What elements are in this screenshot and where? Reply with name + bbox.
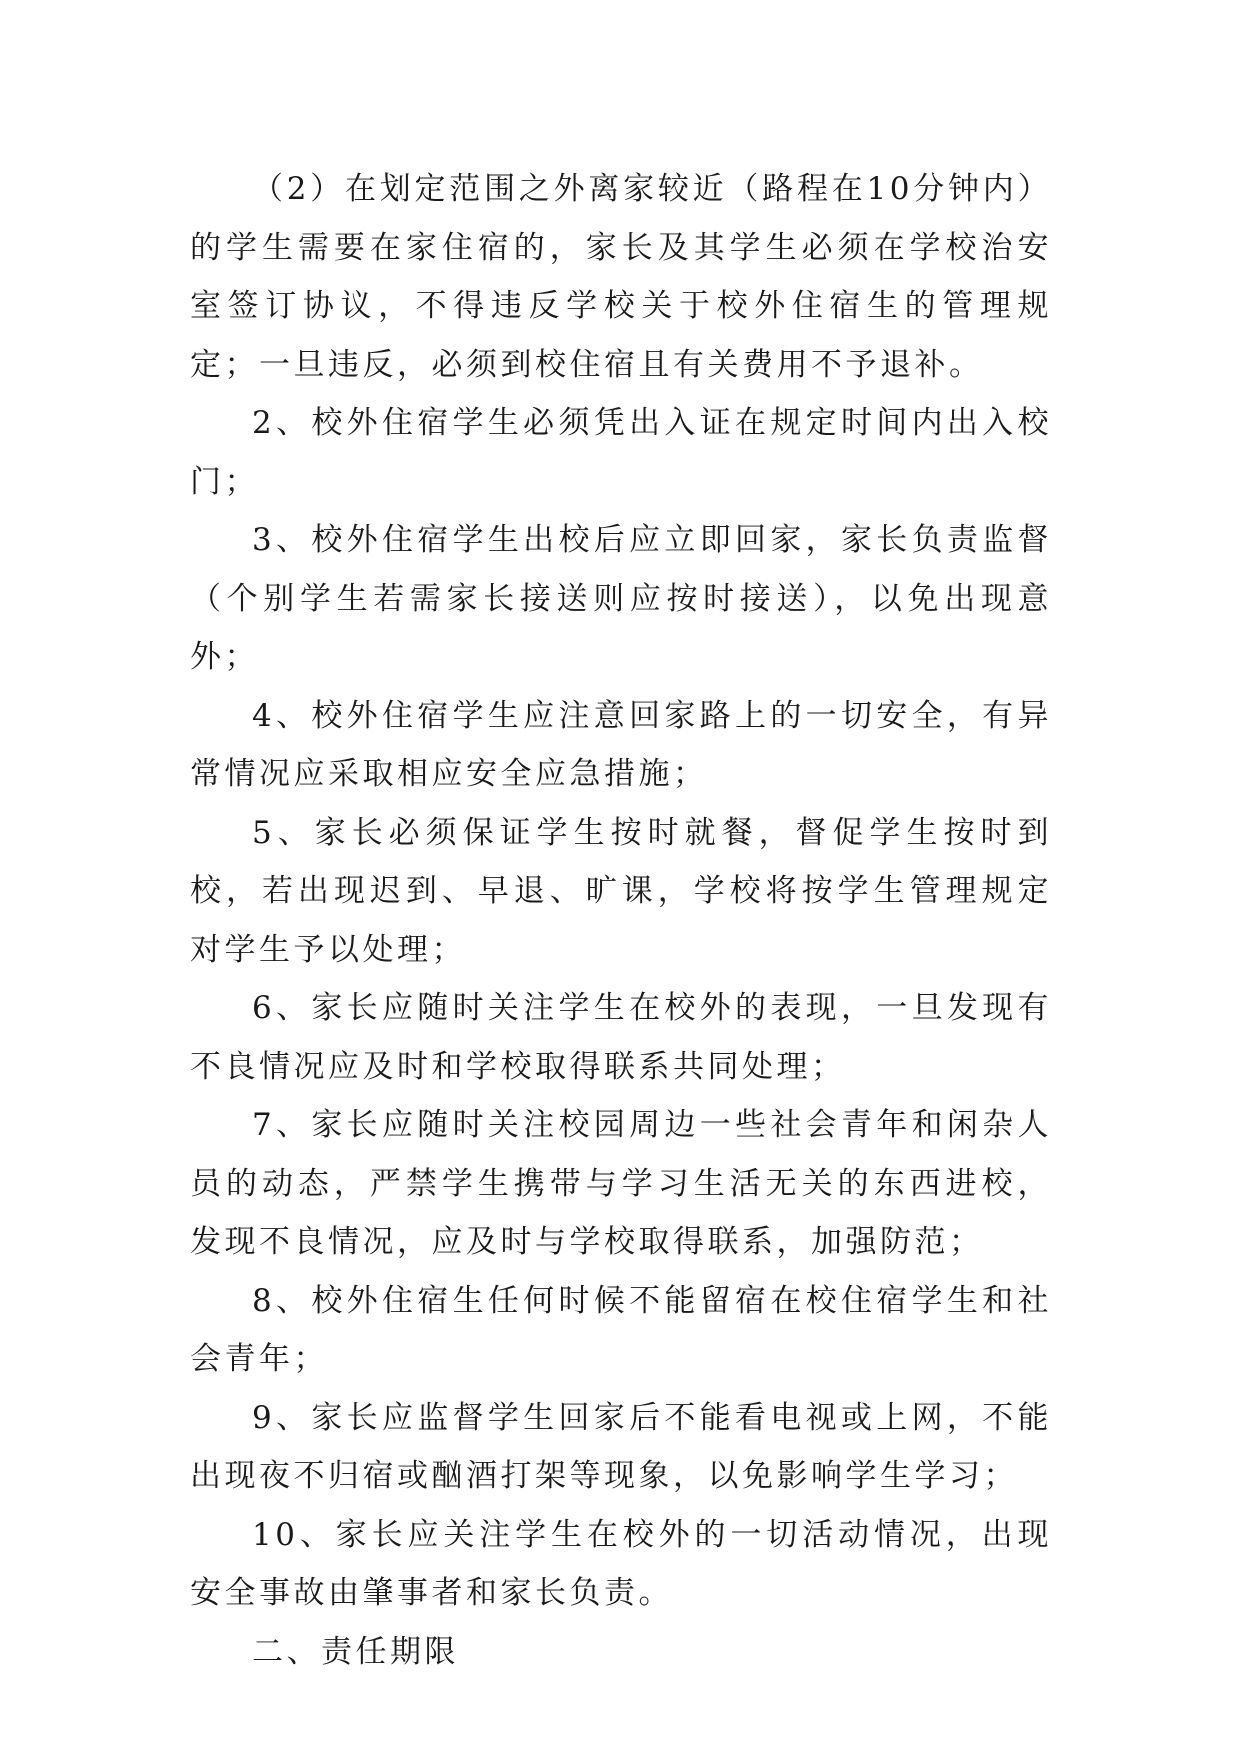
paragraph-rule-7: 7、家长应随时关注校园周边一些社会青年和闲杂人员的动态，严禁学生携带与学习生活无关的东西进校，发现不良情况，应及时与学校取得联系，加强防范； (190, 1107, 1052, 1260)
paragraph-rule-5: 5、家长必须保证学生按时就餐，督促学生按时到校，若出现迟到、早退、旷课，学校将按学生管理规定对学生予以处理； (190, 814, 1052, 968)
paragraph-rule-3: 3、校外住宿学生出校后应立即回家，家长负责监督（个别学生若需家长接送则应按时接送），以免出现意外； (190, 522, 1052, 675)
paragraph-rule-10: 10、家长应关注学生在校外的一切活动情况，出现安全事故由肇事者和家长负责。 (190, 1516, 1052, 1611)
paragraph-rule-2: 2、校外住宿学生必须凭出入证在规定时间内出入校门； (190, 405, 1052, 500)
paragraph-rule-4: 4、校外住宿学生应注意回家路上的一切安全，有异常情况应采取相应安全应急措施； (190, 697, 1052, 792)
paragraph-rule-9: 9、家长应监督学生回家后不能看电视或上网，不能出现夜不归宿或酗酒打架等现象，以免影响学生学习； (190, 1399, 1052, 1494)
paragraph-item-2-detail: （2）在划定范围之外离家较近（路程在10分钟内）的学生需要在家住宿的，家长及其学生必须在学校治安室签订协议，不得违反学校关于校外住宿生的管理规定；一旦违反，必须到校住宿且有关费用不予退补。 (190, 171, 1052, 383)
document-body (190, 160, 1052, 1681)
section-heading-responsibility-period: 二、责任期限 (252, 1633, 459, 1670)
paragraph-rule-8: 8、校外住宿生任何时候不能留宿在校住宿学生和社会青年； (190, 1282, 1052, 1377)
paragraph-rule-6: 6、家长应随时关注学生在校外的表现，一旦发现有不良情况应及时和学校取得联系共同处理； (190, 990, 1052, 1085)
